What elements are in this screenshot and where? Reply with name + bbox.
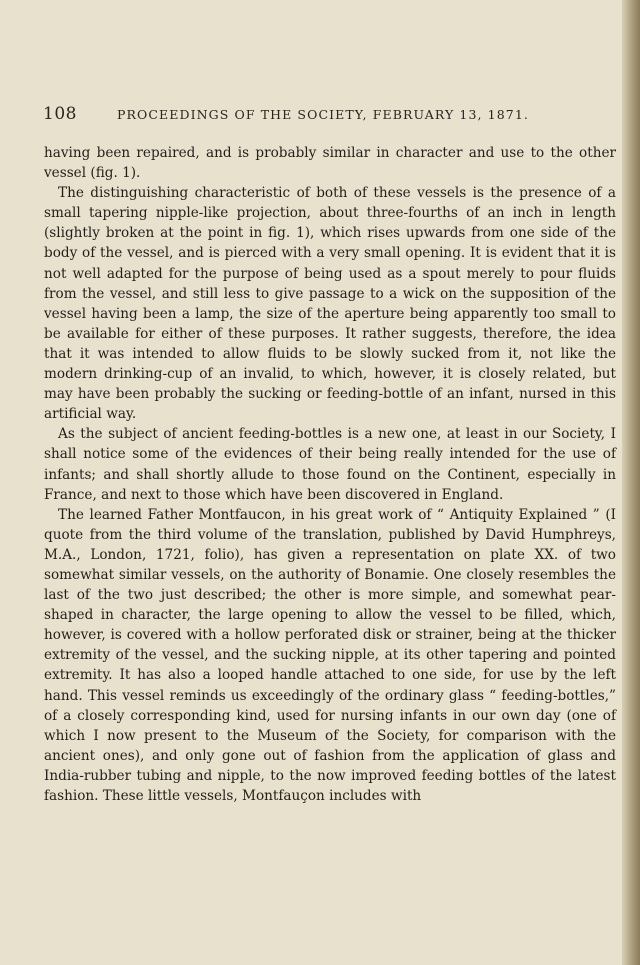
- paragraph-montfaucon: The learned Father Montfaucon, in his great work of “ Antiquity Explained ” (I quote from the third volume of the translation, published by David Humphreys, M.A., London, 1721, folio), has given a representation on plate XX. of two somewhat similar vessels, on the authority of Bonamie. One closely resembles the last of the two just described; the other is more simple, and somewhat pear-shaped in character, the large opening to allow the vessel to be filled, which, however, is covered with a hollow perforated disk or strainer, being at the thicker extremity of the vessel, and the sucking nipple, at its other tapering and pointed extremity. It has also a looped handle attached to one side, for use by the left hand. This vessel reminds us exceedingly of the ordinary glass “ feeding-bottles,” of a closely corresponding kind, used for nursing infants in our own day (one of which I now present to the Museum of the Society, for comparison with the ancient ones), and only gone out of fashion from the application of glass and India-rubber tubing and nipple, to the now improved feeding bottles of the latest fashion. These little vessels, Montfauçon includes with: [44, 506, 616, 804]
- paragraph-feeding-bottles-subject: As the subject of ancient feeding-bottles is a new one, at least in our Society, I shall notice some of the evidences of their being really intended for the use of infants; and shall shortly allude to those found on the Continent, especially in France, and next to those which have been discovered in England.: [44, 426, 616, 503]
- paragraph-continuation: having been repaired, and is probably similar in character and use to the other vessel (fig. 1).: [44, 145, 616, 182]
- page-number: 108: [43, 104, 77, 124]
- page-header: [43, 104, 623, 128]
- body-text: [44, 143, 616, 806]
- page-edge: [622, 0, 640, 965]
- running-title: PROCEEDINGS OF THE SOCIETY, FEBRUARY 13, 1871.: [117, 107, 529, 122]
- paragraph-distinguishing-characteristic: The distinguishing characteristic of both of these vessels is the presence of a small tapering nipple-like projection, about three-fourths of an inch in length (slightly broken at the point in fig. 1), which rises upwards from one side of the body of the vessel, and is pierced with a very small opening. It is evident that it is not well adapted for the purpose of being used as a spout merely to pour fluids from the vessel, and still less to give passage to a wick on the supposition of the vessel having been a lamp, the size of the aperture being apparently too small to be available for either of these purposes. It rather suggests, therefore, the idea that it was intended to allow fluids to be slowly sucked from it, not like the modern drinking-cup of an invalid, to which, however, it is closely related, but may have been probably the sucking or feeding-bottle of an infant, nursed in this artificial way.: [44, 185, 616, 423]
